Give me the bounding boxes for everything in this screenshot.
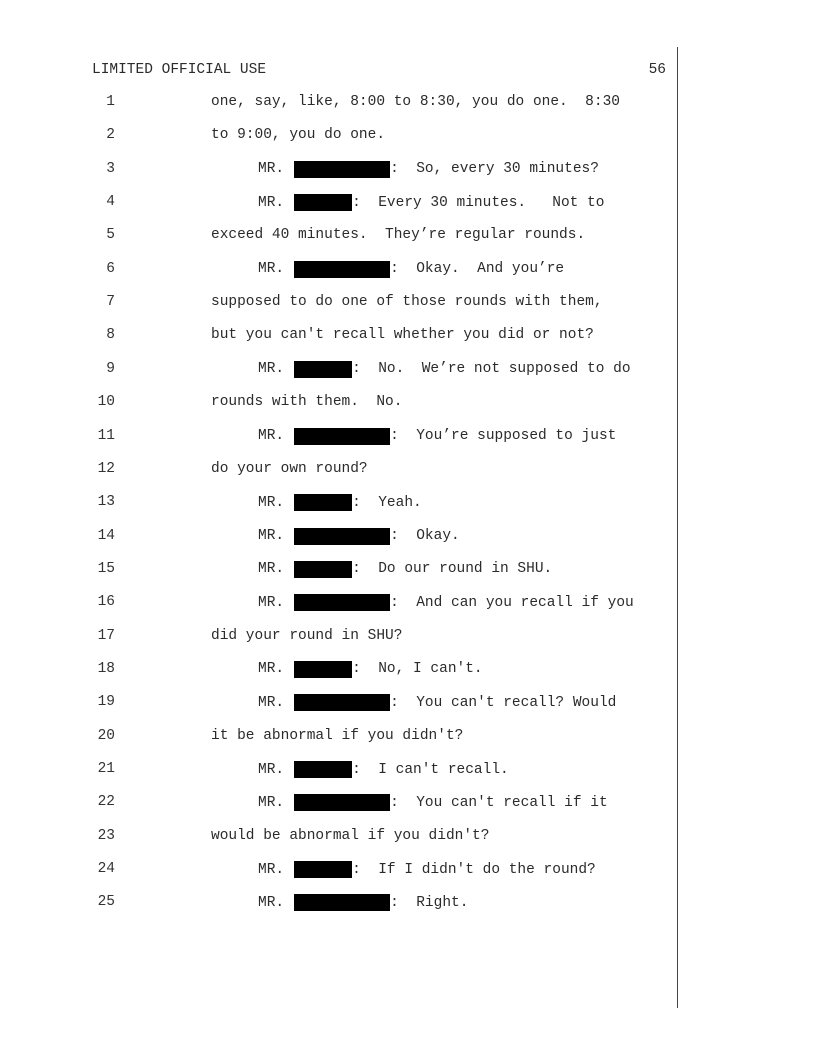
speaker-line <box>258 561 552 578</box>
transcript-line <box>0 894 677 914</box>
redaction-box <box>294 694 390 711</box>
line-number: 8 <box>106 327 115 344</box>
speaker-line <box>258 661 483 678</box>
speaker-prefix: MR. <box>258 594 285 611</box>
line-number: 21 <box>97 761 115 777</box>
redaction-box <box>294 194 352 211</box>
speech-text: : You can't recall? Would <box>390 694 617 711</box>
redaction-box <box>294 594 390 611</box>
transcript-line <box>0 94 677 114</box>
redaction-box <box>294 494 352 511</box>
line-text: but you can't recall whether you did or not? <box>211 327 594 344</box>
line-number: 22 <box>97 794 115 811</box>
redaction-box <box>294 361 352 378</box>
classification-header: LIMITED OFFICIAL USE <box>92 62 267 78</box>
speaker-line <box>258 861 596 878</box>
transcript-line <box>0 494 677 514</box>
line-number: 3 <box>106 160 115 177</box>
redaction-box <box>294 261 390 278</box>
line-text: exceed 40 minutes. They’re regular rounds. <box>211 227 586 244</box>
line-number: 18 <box>97 660 115 677</box>
speaker-line <box>258 494 422 511</box>
speaker-prefix: MR. <box>258 161 285 178</box>
redaction-box <box>294 428 390 445</box>
line-number: 19 <box>97 694 115 711</box>
speaker-line <box>258 194 604 211</box>
speaker-prefix: MR. <box>258 428 285 444</box>
speaker-prefix: MR. <box>258 694 285 711</box>
speech-text: : Okay. And you’re <box>390 261 565 278</box>
line-number: 1 <box>106 94 115 110</box>
line-text: to 9:00, you do one. <box>211 127 386 144</box>
transcript-line <box>0 528 677 548</box>
redaction-box <box>294 894 390 911</box>
speech-text: : No, I can't. <box>352 661 483 678</box>
line-number: 2 <box>106 127 115 144</box>
redaction-box <box>294 861 352 878</box>
redaction-box <box>294 528 390 545</box>
speaker-prefix: MR. <box>258 661 285 678</box>
transcript-line <box>0 794 677 814</box>
transcript-line <box>0 461 677 481</box>
speaker-line <box>258 594 634 611</box>
transcript-line <box>0 327 677 347</box>
speech-text: : I can't recall. <box>352 761 509 778</box>
line-number: 10 <box>97 394 115 411</box>
line-text: do your own round? <box>211 460 368 477</box>
transcript-line <box>0 728 677 748</box>
line-text: did your round in SHU? <box>211 627 403 644</box>
line-text: would be abnormal if you didn't? <box>211 827 490 844</box>
speech-text: : Right. <box>390 894 469 911</box>
speaker-prefix: MR. <box>258 361 285 378</box>
transcript-line <box>0 294 677 314</box>
speaker-prefix: MR. <box>258 528 285 545</box>
speech-text: : Every 30 minutes. Not to <box>352 194 605 211</box>
speaker-prefix: MR. <box>258 494 285 511</box>
line-number: 13 <box>97 494 115 511</box>
transcript-line <box>0 861 677 881</box>
speech-text: : So, every 30 minutes? <box>390 161 599 178</box>
line-number: 11 <box>97 427 115 444</box>
speaker-line <box>258 761 509 778</box>
line-text: it be abnormal if you didn't? <box>211 727 464 744</box>
redaction-box <box>294 561 352 578</box>
transcript-line <box>0 261 677 281</box>
transcript-line <box>0 361 677 381</box>
speech-text: : Okay. <box>390 528 460 545</box>
transcript-line <box>0 694 677 714</box>
speaker-prefix: MR. <box>258 861 285 878</box>
redaction-box <box>294 161 390 178</box>
transcript-line <box>0 428 677 448</box>
line-number: 25 <box>97 894 115 911</box>
line-number: 24 <box>97 861 115 878</box>
line-number: 7 <box>106 294 115 311</box>
line-number: 6 <box>106 260 115 277</box>
transcript-line <box>0 194 677 214</box>
speaker-prefix: MR. <box>258 794 285 811</box>
line-number: 9 <box>106 360 115 377</box>
speech-text: : You’re supposed to just <box>390 428 617 444</box>
line-text: rounds with them. No. <box>211 394 403 411</box>
speech-text: : You can't recall if it <box>390 794 608 811</box>
redaction-box <box>294 794 390 811</box>
speaker-line <box>258 161 599 178</box>
line-number: 20 <box>97 727 115 744</box>
speaker-prefix: MR. <box>258 561 285 578</box>
transcript-line <box>0 561 677 581</box>
line-text: supposed to do one of those rounds with them, <box>211 294 603 311</box>
speaker-prefix: MR. <box>258 761 285 778</box>
line-number: 16 <box>97 594 115 611</box>
right-margin-rule <box>677 47 678 1008</box>
speaker-prefix: MR. <box>258 894 285 911</box>
line-text: one, say, like, 8:00 to 8:30, you do one. 8:30 <box>211 94 620 110</box>
line-number: 15 <box>97 560 115 577</box>
transcript-line <box>0 594 677 614</box>
line-number: 23 <box>97 827 115 844</box>
transcript-line <box>0 628 677 648</box>
line-number: 4 <box>106 194 115 211</box>
page-number: 56 <box>648 62 666 78</box>
speech-text: : Do our round in SHU. <box>352 561 553 578</box>
transcript-line <box>0 161 677 181</box>
line-number: 17 <box>97 627 115 644</box>
redaction-box <box>294 661 352 678</box>
line-number: 12 <box>97 460 115 477</box>
speaker-line <box>258 428 616 445</box>
line-number: 14 <box>97 527 115 544</box>
transcript-line <box>0 828 677 848</box>
transcript-line <box>0 227 677 247</box>
speaker-prefix: MR. <box>258 261 285 278</box>
redaction-box <box>294 761 352 778</box>
line-number: 5 <box>106 227 115 244</box>
speaker-line <box>258 528 460 545</box>
speaker-line <box>258 261 564 278</box>
speaker-line <box>258 694 616 711</box>
speech-text: : And can you recall if you <box>390 594 634 611</box>
transcript-line <box>0 661 677 681</box>
transcript-line <box>0 127 677 147</box>
transcript-line <box>0 761 677 781</box>
speaker-line <box>258 361 631 378</box>
speaker-prefix: MR. <box>258 194 285 211</box>
speaker-line <box>258 894 468 911</box>
speech-text: : If I didn't do the round? <box>352 861 596 878</box>
speaker-line <box>258 794 608 811</box>
speech-text: : Yeah. <box>352 494 422 511</box>
transcript-line <box>0 394 677 414</box>
speech-text: : No. We’re not supposed to do <box>352 361 631 378</box>
